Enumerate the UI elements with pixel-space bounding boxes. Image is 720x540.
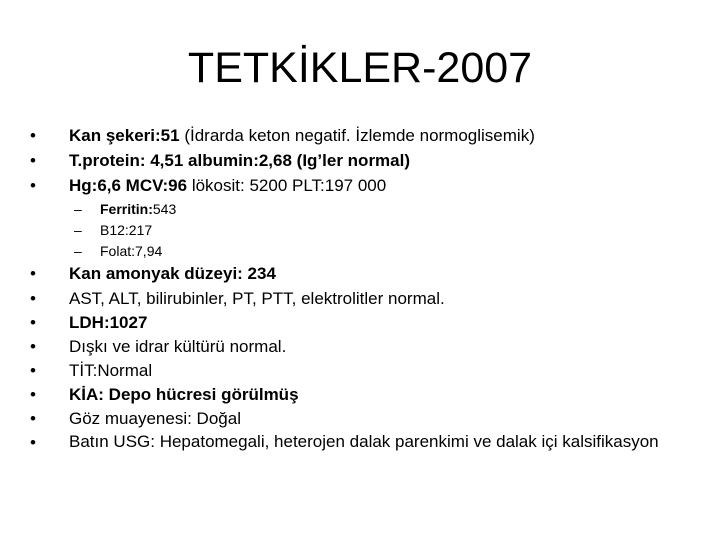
dash-icon: –: [74, 243, 82, 259]
bullet-icon: •: [30, 126, 36, 145]
bullet-icon: •: [30, 337, 36, 356]
bullet-icon: •: [30, 289, 36, 308]
ldh-text: LDH:1027: [69, 313, 148, 332]
hemogram-label: Hg:6,6 MCV:96: [69, 176, 188, 195]
kia-text: KİA: Depo hücresi görülmüş: [69, 385, 299, 404]
bullet-icon: •: [30, 313, 36, 332]
slide-title: TETKİKLER-2007: [187, 44, 533, 92]
dash-icon: –: [74, 222, 82, 238]
amonyak-text: Kan amonyak düzeyi: 234: [69, 264, 276, 283]
bullet-icon: •: [30, 385, 36, 404]
kan-sekeri-note: (İdrarda keton negatif. İzlemde normoglisemik): [179, 126, 535, 145]
bullet-icon: •: [30, 409, 36, 428]
bullet-icon: •: [30, 433, 36, 452]
b12-text: B12:217: [100, 222, 153, 238]
culture-text: Dışkı ve idrar kültürü normal.: [69, 337, 287, 356]
liver-tests-text: AST, ALT, bilirubinler, PT, PTT, elektrolitler normal.: [69, 289, 445, 308]
eye-exam-text: Göz muayenesi: Doğal: [69, 409, 241, 428]
bullet-icon: •: [30, 361, 36, 380]
ferritin-value: 543: [152, 201, 177, 217]
folat-text: Folat:7,94: [100, 243, 163, 259]
hemogram-rest: lökosit: 5200 PLT:197 000: [187, 176, 387, 195]
ferritin-label: Ferritin:: [100, 201, 153, 217]
bullet-icon: •: [30, 151, 36, 170]
usg-text: Batın USG: Hepatomegali, heterojen dalak parenkimi ve dalak içi kalsifikasyon: [69, 432, 659, 451]
protein-text: T.protein: 4,51 albumin:2,68 (Ig’ler normal): [69, 151, 411, 170]
tit-text: TİT:Normal: [69, 361, 153, 380]
kan-sekeri-label: Kan şekeri:: [69, 126, 161, 145]
bullet-icon: •: [30, 176, 36, 195]
dash-icon: –: [74, 201, 82, 217]
kan-sekeri-value: 51: [160, 126, 180, 145]
bullet-icon: •: [30, 264, 36, 283]
